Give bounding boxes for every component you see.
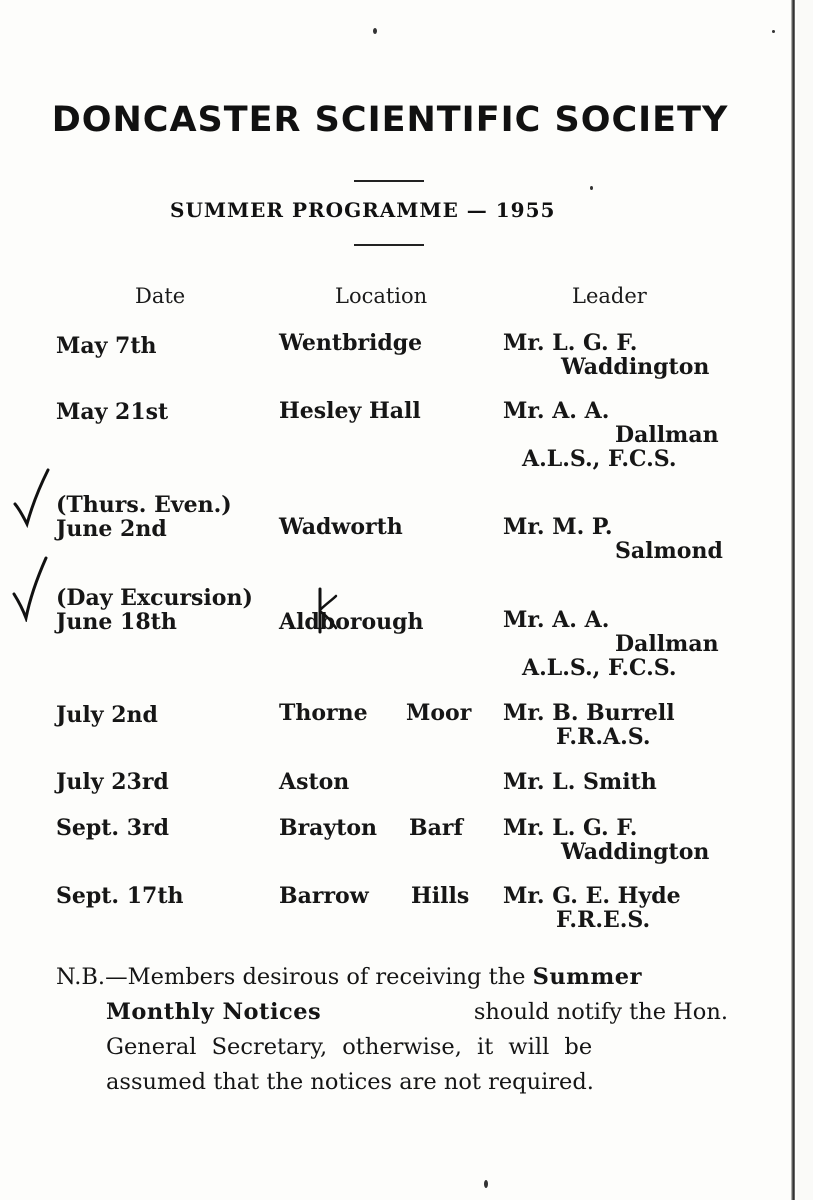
row-note: (Day Excursion): [56, 585, 253, 611]
nb-line-1: [56, 960, 642, 995]
row-leader: Mr. L. G. F.: [503, 330, 638, 356]
row-leader: Mr. A. A.: [503, 398, 610, 424]
row-leader-line2: Waddington: [561, 839, 710, 865]
nb-line-4: assumed that the notices are not required.: [106, 1069, 594, 1095]
row-leader: Mr. B. Burrell: [503, 700, 675, 726]
handwritten-correction-mark: [312, 586, 342, 636]
row-date: May 7th: [56, 333, 157, 359]
print-speck: [590, 186, 593, 190]
row-leader: Mr. M. P.: [503, 514, 613, 540]
row-location: Brayton: [279, 815, 378, 841]
subtitle-year: 1955: [495, 198, 556, 222]
row-leader-line3: A.L.S., F.C.S.: [522, 655, 677, 681]
print-speck: [772, 30, 775, 33]
nb-line-2-text: should notify the Hon.: [473, 999, 728, 1025]
check-mark-icon: [10, 466, 52, 528]
print-speck: [484, 1180, 488, 1188]
row-leader-line2: Waddington: [561, 354, 710, 380]
row-location: Wentbridge: [279, 330, 423, 356]
nb-emphasis-summer: Summer: [532, 964, 642, 990]
row-leader-line2: Dallman: [615, 631, 719, 657]
column-header-date: Date: [135, 284, 186, 308]
row-date: July 23rd: [56, 769, 169, 795]
nb-emphasis-monthly-notices: Monthly Notices: [106, 999, 322, 1025]
row-location-second-word: Moor: [406, 700, 472, 726]
row-location: Aldborough: [279, 609, 424, 635]
column-header-leader: Leader: [572, 284, 647, 308]
row-date: June 2nd: [56, 516, 167, 542]
page-margin: [797, 0, 813, 1200]
row-date: May 21st: [56, 399, 169, 425]
column-header-location: Location: [335, 284, 428, 308]
nb-line-1-text: N.B.—Members desirous of receiving the: [56, 964, 526, 990]
row-note: (Thurs. Even.): [56, 492, 232, 518]
subtitle-rule: [354, 244, 424, 246]
row-location-second-word: Barf: [409, 815, 463, 841]
row-leader: Mr. L. Smith: [503, 769, 657, 795]
row-date: Sept. 17th: [56, 883, 184, 909]
subtitle-text: SUMMER PROGRAMME: [170, 198, 459, 222]
check-mark-icon: [10, 556, 52, 622]
row-date: June 18th: [56, 609, 177, 635]
nb-line-2: [106, 995, 728, 1030]
title-rule: [354, 180, 424, 182]
row-leader-line2: Salmond: [615, 538, 723, 564]
row-location-second-word: Hills: [411, 883, 470, 909]
row-leader: Mr. G. E. Hyde: [503, 883, 681, 909]
subtitle-dash: —: [466, 198, 488, 222]
row-date: July 2nd: [56, 702, 158, 728]
page-edge-shadow: [791, 0, 795, 1200]
row-leader-line2: Dallman: [615, 422, 719, 448]
row-location: Hesley Hall: [279, 398, 421, 424]
row-location: Aston: [279, 769, 350, 795]
row-location: Barrow: [279, 883, 369, 909]
row-leader: Mr. A. A.: [503, 607, 610, 633]
row-leader-line2: F.R.E.S.: [556, 907, 651, 933]
programme-subtitle: [170, 198, 555, 222]
row-leader-line2: F.R.A.S.: [556, 724, 651, 750]
row-date: Sept. 3rd: [56, 815, 170, 841]
row-location: Thorne: [279, 700, 368, 726]
document-title: DONCASTER SCIENTIFIC SOCIETY: [51, 100, 729, 140]
print-speck: [373, 28, 377, 34]
row-location: Wadworth: [279, 514, 403, 540]
row-leader: Mr. L. G. F.: [503, 815, 638, 841]
nb-line-3: General Secretary, otherwise, it will be: [106, 1034, 593, 1060]
row-leader-line3: A.L.S., F.C.S.: [522, 446, 677, 472]
